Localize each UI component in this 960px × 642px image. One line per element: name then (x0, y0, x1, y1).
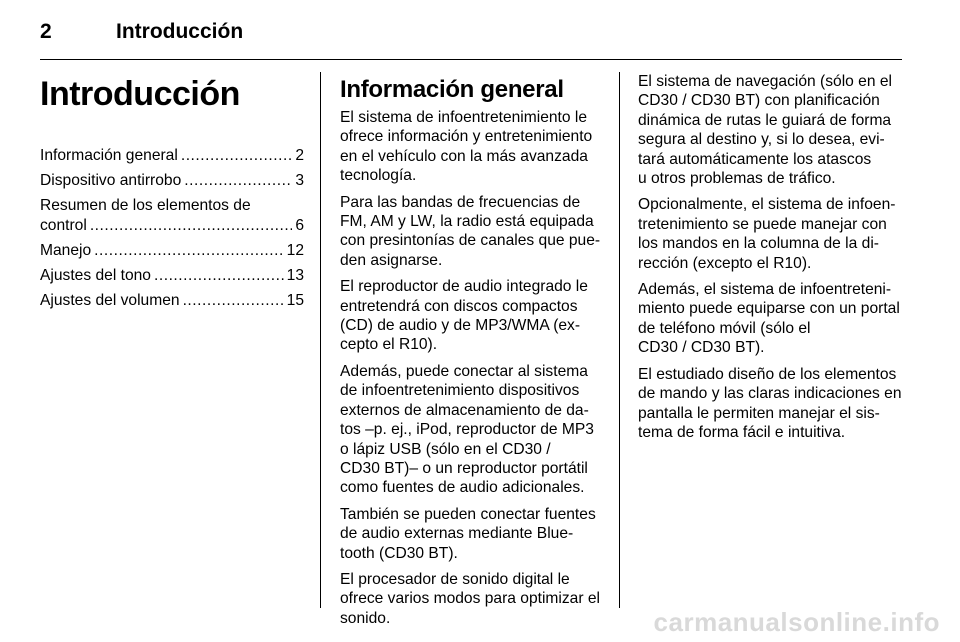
paragraph: Para las bandas de frecuencias de FM, AM y LW, la radio está equipada con presintonías de canales que pue- den asignarse. (340, 193, 601, 269)
chapter-title: Introducción (40, 75, 240, 113)
section-title: Información general (340, 76, 564, 103)
toc-item-ajustes-tono[interactable] (40, 266, 304, 286)
toc-column (40, 72, 304, 316)
toc-item-title: control (40, 217, 87, 234)
toc-item-informacion-general[interactable] (40, 146, 304, 166)
paragraph: Además, puede conectar al sistema de infoentretenimiento dispositivos externos de almacenamiento de da- tos –p. ej., iPod, reproductor de MP3 o lápiz USB (sólo en el CD30 / CD30 BT)– o un reproductor portátil como fuentes de audio adicionales. (340, 362, 594, 497)
paragraph: También se pueden conectar fuentes de audio externas mediante Blue- tooth (CD30 BT). (340, 505, 596, 562)
watermark: carmanualsonline.info (653, 607, 940, 637)
toc-item-title: Información general (40, 147, 178, 164)
toc-leader (94, 241, 283, 261)
toc-leader (184, 171, 292, 191)
page-number: 2 (40, 20, 52, 43)
column-divider (320, 72, 321, 608)
toc-item-manejo[interactable] (40, 241, 304, 261)
toc-item-title: Dispositivo antirrobo (40, 172, 182, 189)
header-rule (40, 59, 902, 60)
paragraph: Opcionalmente, el sistema de infoen- tretenimiento se puede manejar con los mandos en la columna de la di- rección (excepto el R10). (638, 196, 896, 272)
paragraph: El reproductor de audio integrado le entretendrá con discos compactos (CD) de audio y de MP3/WMA (ex- cepto el R10). (340, 278, 588, 354)
body-column-middle (340, 72, 604, 635)
running-title: Introducción (116, 20, 244, 43)
toc-item-ajustes-volumen[interactable] (40, 291, 304, 311)
paragraph: El estudiado diseño de los elementos de mando y las claras indicaciones en pantalla le permiten manejar el sis- tema de forma fácil e intuitiva. (638, 365, 902, 441)
toc-item-page: 13 (286, 267, 304, 284)
toc-item-title: Ajustes del tono (40, 267, 151, 284)
toc-item-resumen-elementos-control[interactable] (40, 196, 304, 236)
toc-leader (90, 216, 293, 236)
toc-item-page: 15 (286, 292, 304, 309)
paragraph: El sistema de infoentretenimiento le ofrece información y entretenimiento en el vehículo con la más avanzada tecnología. (340, 109, 593, 185)
toc-leader (181, 146, 292, 166)
toc-leader (183, 291, 284, 311)
paragraph: Además, el sistema de infoentreteni- miento puede equiparse con un portal de teléfono móvil (sólo el CD30 / CD30 BT). (638, 281, 900, 357)
toc-item-page: 12 (286, 242, 304, 259)
toc-item-title: Manejo (40, 242, 92, 259)
toc-item-dispositivo-antirrobo[interactable] (40, 171, 304, 191)
column-divider (619, 72, 620, 608)
toc-item-page: 6 (295, 217, 304, 234)
body-column-right (638, 72, 902, 449)
toc-item-title: Ajustes del volumen (40, 292, 180, 309)
paragraph: El sistema de navegación (sólo en el CD30 / CD30 BT) con planificación dinámica de rutas le guiará de forma segura al destino y, si lo desea, evi- tará automáticamente los atascos u otros problemas de tráfico. (638, 73, 892, 188)
toc-item-page: 2 (295, 147, 304, 164)
toc-leader (154, 266, 284, 286)
paragraph: El procesador de sonido digital le ofrece varios modos para optimizar el sonido. (340, 570, 601, 627)
toc-item-title-line1: Resumen de los elementos de (40, 197, 251, 214)
toc-item-page: 3 (295, 172, 304, 189)
